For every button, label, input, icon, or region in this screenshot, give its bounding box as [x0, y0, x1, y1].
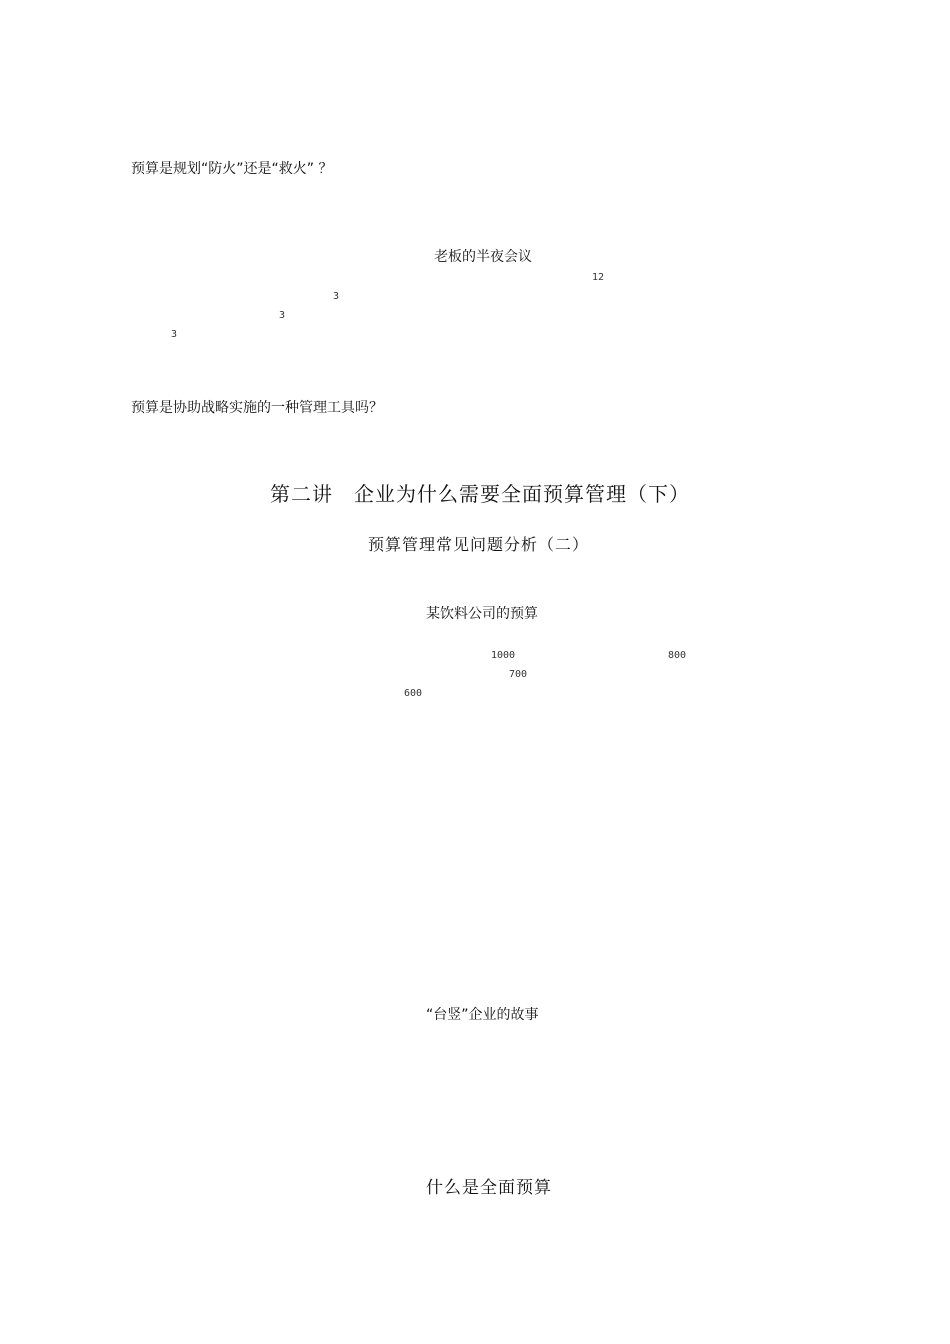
story-number: 3: [333, 291, 340, 302]
final-section-title: 什么是全面预算: [426, 1178, 552, 1198]
lecture-title: 第二讲 企业为什么需要全面预算管理（下）: [270, 482, 690, 506]
story-number: 600: [404, 688, 423, 699]
story-number: 3: [171, 329, 178, 340]
question-heading-1: 预算是规划“防火”还是“救火” ？: [131, 161, 333, 177]
story-title: “台竖”企业的故事: [426, 1007, 539, 1023]
story-number: 3: [279, 310, 286, 321]
section-title: 预算管理常见问题分析（二）: [368, 535, 590, 554]
question-heading-2: 预算是协助战略实施的一种管理工具吗？: [131, 400, 383, 416]
story-title: 某饮料公司的预算: [426, 606, 538, 622]
story-title: 老板的半夜会议: [434, 249, 532, 265]
story-number: 12: [592, 272, 605, 283]
story-number: 700: [509, 669, 528, 680]
story-number: 800: [668, 650, 687, 661]
story-number: 1000: [491, 650, 516, 661]
